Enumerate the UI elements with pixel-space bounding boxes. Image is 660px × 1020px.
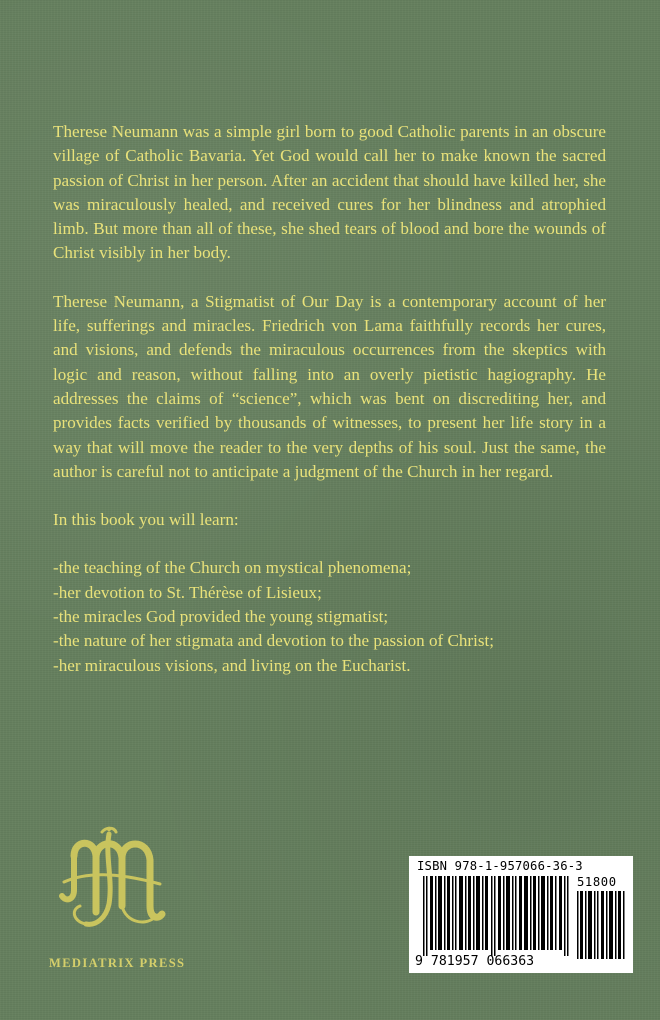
ean-digits: 9 781957 066363	[415, 954, 535, 969]
book-description	[53, 120, 606, 678]
description-paragraph-2: Therese Neumann, a Stigmatist of Our Day is a contemporary account of her life, sufferings and miracles. Friedrich von Lama faithfully records her cures, and visions, and defends the miraculous occurrences from the skeptics with logic and reason, without falling into an overly pietistic hagiography. He addresses the claims of “science”, which was bent on discrediting her, and provides facts verified by thousands of witnesses, to present her life story in a way that will move the reader to the very depths of his soul. Just the same, the author is careful not to anticipate a judgment of the Church in her regard.	[53, 291, 606, 481]
price-barcode-bars	[577, 891, 625, 959]
publisher-name: MEDIATRIX PRESS	[49, 956, 186, 970]
learn-list	[53, 556, 606, 677]
marian-monogram-icon	[56, 826, 166, 938]
list-item: -the nature of her stigmata and devotion to the passion of Christ;	[53, 631, 495, 651]
list-item: -her devotion to St. Thérèse of Lisieux;	[53, 582, 322, 602]
list-item: -the teaching of the Church on mystical phenomena;	[53, 558, 412, 578]
isbn-label: ISBN 978-1-957066-36-3	[417, 859, 583, 873]
ean-barcode-bars	[423, 876, 569, 956]
list-item: -the miracles God provided the young stigmatist;	[53, 607, 389, 627]
list-item: -her miraculous visions, and living on the Eucharist.	[53, 655, 411, 675]
learn-list-intro: In this book you will learn:	[53, 510, 239, 530]
price-code: 51800	[577, 875, 617, 889]
isbn-barcode	[409, 856, 633, 973]
description-paragraph-1: Therese Neumann was a simple girl born to good Catholic parents in an obscure village of Catholic Bavaria. Yet God would call her to make known the sacred passion of Christ in her person. After an accident that should have killed her, she was miraculously healed, and received cures for her blindness and atrophied limb. But more than all of these, she shed tears of blood and bore the wounds of Christ visibly in her body.	[53, 122, 606, 263]
